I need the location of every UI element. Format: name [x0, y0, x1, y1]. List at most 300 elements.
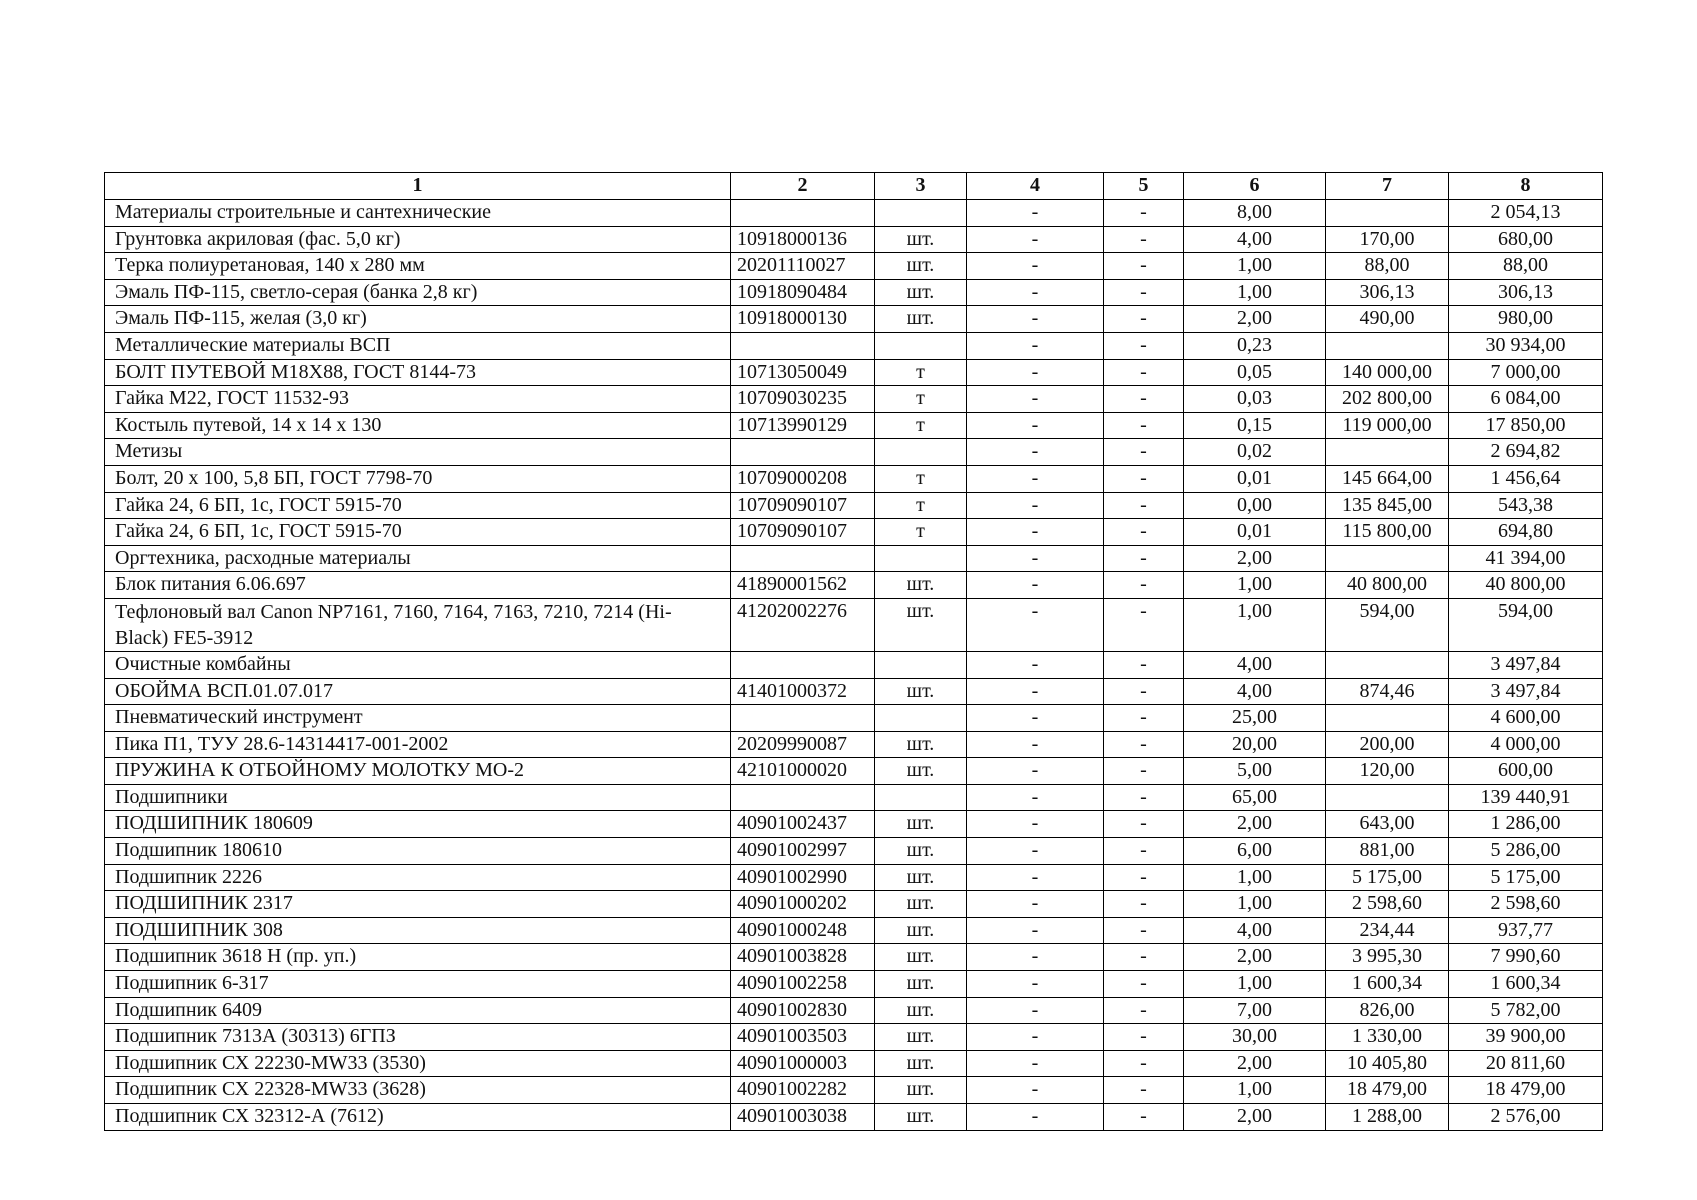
table-row [105, 971, 1603, 998]
unit-cell [875, 545, 967, 572]
table-row [105, 651, 1603, 678]
item-code-cell [731, 705, 875, 732]
item-name-cell: Подшипник 180610 [105, 838, 731, 865]
col5-cell: - [1104, 1024, 1184, 1051]
quantity-cell: 7,00 [1184, 997, 1326, 1024]
price-cell: 881,00 [1326, 838, 1449, 865]
unit-cell: шт. [875, 1104, 967, 1131]
unit-cell: т [875, 359, 967, 386]
item-name-cell: Подшипник 2226 [105, 864, 731, 891]
unit-cell: шт. [875, 917, 967, 944]
price-cell [1326, 332, 1449, 359]
item-name-cell: Метизы [105, 439, 731, 466]
price-cell: 826,00 [1326, 997, 1449, 1024]
sum-cell: 980,00 [1449, 306, 1603, 333]
item-name-cell: ПОДШИПНИК 308 [105, 917, 731, 944]
item-name-cell: Пневматический инструмент [105, 705, 731, 732]
quantity-cell: 2,00 [1184, 1104, 1326, 1131]
sum-cell: 3 497,84 [1449, 651, 1603, 678]
item-code-cell: 10709000208 [731, 465, 875, 492]
unit-cell: шт. [875, 253, 967, 280]
sum-cell: 2 054,13 [1449, 200, 1603, 227]
item-code-cell: 40901002830 [731, 997, 875, 1024]
sum-cell: 7 990,60 [1449, 944, 1603, 971]
col4-cell: - [967, 465, 1104, 492]
table-row [105, 891, 1603, 918]
item-code-cell: 10918090484 [731, 279, 875, 306]
item-code-cell: 42101000020 [731, 758, 875, 785]
price-cell: 115 800,00 [1326, 519, 1449, 546]
item-name-cell: Пика П1, ТУУ 28.6-14314417-001-2002 [105, 731, 731, 758]
price-cell: 5 175,00 [1326, 864, 1449, 891]
col4-cell: - [967, 598, 1104, 651]
col5-cell: - [1104, 651, 1184, 678]
col5-cell: - [1104, 731, 1184, 758]
col5-cell: - [1104, 519, 1184, 546]
table-row [105, 1024, 1603, 1051]
sum-cell: 937,77 [1449, 917, 1603, 944]
item-name-cell: Эмаль ПФ-115, желая (3,0 кг) [105, 306, 731, 333]
table-row [105, 917, 1603, 944]
col4-cell: - [967, 1077, 1104, 1104]
unit-cell [875, 332, 967, 359]
unit-cell [875, 784, 967, 811]
col5-cell: - [1104, 705, 1184, 732]
price-cell: 140 000,00 [1326, 359, 1449, 386]
header-cell: 5 [1104, 173, 1184, 200]
quantity-cell: 1,00 [1184, 572, 1326, 599]
sum-cell: 2 694,82 [1449, 439, 1603, 466]
quantity-cell: 4,00 [1184, 651, 1326, 678]
item-code-cell: 40901000003 [731, 1050, 875, 1077]
col5-cell: - [1104, 439, 1184, 466]
table-row [105, 332, 1603, 359]
quantity-cell: 0,01 [1184, 465, 1326, 492]
col4-cell: - [967, 279, 1104, 306]
item-code-cell [731, 545, 875, 572]
price-cell: 120,00 [1326, 758, 1449, 785]
unit-cell: т [875, 386, 967, 413]
quantity-cell: 1,00 [1184, 864, 1326, 891]
item-code-cell: 40901003038 [731, 1104, 875, 1131]
quantity-cell: 65,00 [1184, 784, 1326, 811]
item-name-cell: ОБОЙМА ВСП.01.07.017 [105, 678, 731, 705]
col5-cell: - [1104, 1077, 1184, 1104]
table-row [105, 997, 1603, 1024]
col4-cell: - [967, 439, 1104, 466]
sum-cell: 543,38 [1449, 492, 1603, 519]
col4-cell: - [967, 917, 1104, 944]
sum-cell: 30 934,00 [1449, 332, 1603, 359]
item-name-cell: Костыль путевой, 14 х 14 х 130 [105, 412, 731, 439]
price-cell [1326, 439, 1449, 466]
price-cell [1326, 784, 1449, 811]
item-code-cell: 41890001562 [731, 572, 875, 599]
price-cell: 2 598,60 [1326, 891, 1449, 918]
table-row [105, 811, 1603, 838]
item-code-cell: 40901002258 [731, 971, 875, 998]
sum-cell: 5 286,00 [1449, 838, 1603, 865]
table-row [105, 731, 1603, 758]
col5-cell: - [1104, 944, 1184, 971]
unit-cell: т [875, 519, 967, 546]
col4-cell: - [967, 359, 1104, 386]
unit-cell: шт. [875, 864, 967, 891]
col5-cell: - [1104, 359, 1184, 386]
col4-cell: - [967, 492, 1104, 519]
table-row [105, 492, 1603, 519]
col5-cell: - [1104, 864, 1184, 891]
item-code-cell: 10709090107 [731, 519, 875, 546]
col4-cell: - [967, 306, 1104, 333]
item-name-cell: Металлические материалы ВСП [105, 332, 731, 359]
quantity-cell: 1,00 [1184, 279, 1326, 306]
quantity-cell: 1,00 [1184, 1077, 1326, 1104]
col5-cell: - [1104, 811, 1184, 838]
col4-cell: - [967, 386, 1104, 413]
col5-cell: - [1104, 838, 1184, 865]
price-cell [1326, 545, 1449, 572]
item-name-cell: Подшипник СХ 32312-А (7612) [105, 1104, 731, 1131]
item-code-cell: 41202002276 [731, 598, 875, 651]
sum-cell: 694,80 [1449, 519, 1603, 546]
item-name-cell: Подшипник 6-317 [105, 971, 731, 998]
sum-cell: 7 000,00 [1449, 359, 1603, 386]
col4-cell: - [967, 412, 1104, 439]
col5-cell: - [1104, 200, 1184, 227]
table-row [105, 838, 1603, 865]
item-name-cell: Подшипник СХ 22230-MW33 (3530) [105, 1050, 731, 1077]
item-code-cell: 10713050049 [731, 359, 875, 386]
price-cell: 40 800,00 [1326, 572, 1449, 599]
col5-cell: - [1104, 997, 1184, 1024]
quantity-cell: 2,00 [1184, 811, 1326, 838]
sum-cell: 20 811,60 [1449, 1050, 1603, 1077]
item-name-cell: Очистные комбайны [105, 651, 731, 678]
table-row [105, 545, 1603, 572]
item-code-cell: 40901003828 [731, 944, 875, 971]
col5-cell: - [1104, 386, 1184, 413]
item-name-cell: Подшипник СХ 22328-MW33 (3628) [105, 1077, 731, 1104]
quantity-cell: 0,23 [1184, 332, 1326, 359]
header-row [105, 173, 1603, 200]
col5-cell: - [1104, 1104, 1184, 1131]
item-name-cell: Грунтовка акриловая (фас. 5,0 кг) [105, 226, 731, 253]
item-name-cell: Блок питания 6.06.697 [105, 572, 731, 599]
price-cell: 594,00 [1326, 598, 1449, 651]
item-name-cell: ПОДШИПНИК 2317 [105, 891, 731, 918]
price-cell: 200,00 [1326, 731, 1449, 758]
unit-cell [875, 651, 967, 678]
table-row [105, 944, 1603, 971]
price-cell: 10 405,80 [1326, 1050, 1449, 1077]
table-row [105, 465, 1603, 492]
table-row [105, 1077, 1603, 1104]
header-cell: 3 [875, 173, 967, 200]
item-code-cell: 10918000130 [731, 306, 875, 333]
price-cell: 135 845,00 [1326, 492, 1449, 519]
sum-cell: 3 497,84 [1449, 678, 1603, 705]
col5-cell: - [1104, 226, 1184, 253]
table-row [105, 306, 1603, 333]
unit-cell: т [875, 465, 967, 492]
col5-cell: - [1104, 306, 1184, 333]
col4-cell: - [967, 731, 1104, 758]
col4-cell: - [967, 997, 1104, 1024]
table-row [105, 200, 1603, 227]
unit-cell: шт. [875, 1077, 967, 1104]
col5-cell: - [1104, 279, 1184, 306]
item-code-cell [731, 200, 875, 227]
col4-cell: - [967, 864, 1104, 891]
price-cell: 874,46 [1326, 678, 1449, 705]
col4-cell: - [967, 758, 1104, 785]
item-name-cell: Подшипник 3618 Н (пр. уп.) [105, 944, 731, 971]
unit-cell: шт. [875, 997, 967, 1024]
table-row [105, 784, 1603, 811]
table-row [105, 412, 1603, 439]
quantity-cell: 6,00 [1184, 838, 1326, 865]
col4-cell: - [967, 253, 1104, 280]
sum-cell: 1 286,00 [1449, 811, 1603, 838]
table-row [105, 279, 1603, 306]
unit-cell [875, 200, 967, 227]
sum-cell: 2 576,00 [1449, 1104, 1603, 1131]
table-row [105, 226, 1603, 253]
item-name-cell: Подшипник 7313А (30313) 6ГПЗ [105, 1024, 731, 1051]
sum-cell: 1 456,64 [1449, 465, 1603, 492]
item-name-cell: Подшипники [105, 784, 731, 811]
item-code-cell: 40901000248 [731, 917, 875, 944]
quantity-cell: 4,00 [1184, 226, 1326, 253]
col5-cell: - [1104, 465, 1184, 492]
sum-cell: 88,00 [1449, 253, 1603, 280]
unit-cell: шт. [875, 811, 967, 838]
price-cell: 88,00 [1326, 253, 1449, 280]
quantity-cell: 1,00 [1184, 598, 1326, 651]
quantity-cell: 20,00 [1184, 731, 1326, 758]
unit-cell: шт. [875, 758, 967, 785]
unit-cell: шт. [875, 944, 967, 971]
col5-cell: - [1104, 332, 1184, 359]
item-code-cell: 40901002437 [731, 811, 875, 838]
sum-cell: 4 000,00 [1449, 731, 1603, 758]
quantity-cell: 4,00 [1184, 917, 1326, 944]
item-name-cell: Оргтехника, расходные материалы [105, 545, 731, 572]
quantity-cell: 2,00 [1184, 944, 1326, 971]
quantity-cell: 2,00 [1184, 1050, 1326, 1077]
table-row [105, 598, 1603, 651]
quantity-cell: 0,15 [1184, 412, 1326, 439]
sum-cell: 41 394,00 [1449, 545, 1603, 572]
price-cell: 1 600,34 [1326, 971, 1449, 998]
table-row [105, 359, 1603, 386]
table-row [105, 253, 1603, 280]
item-code-cell [731, 784, 875, 811]
col4-cell: - [967, 891, 1104, 918]
header-cell: 1 [105, 173, 731, 200]
item-name-cell: Терка полиуретановая, 140 х 280 мм [105, 253, 731, 280]
price-cell: 1 330,00 [1326, 1024, 1449, 1051]
item-name-cell: Гайка М22, ГОСТ 11532-93 [105, 386, 731, 413]
unit-cell: шт. [875, 306, 967, 333]
col5-cell: - [1104, 412, 1184, 439]
sum-cell: 4 600,00 [1449, 705, 1603, 732]
quantity-cell: 1,00 [1184, 253, 1326, 280]
col5-cell: - [1104, 492, 1184, 519]
table-row [105, 1104, 1603, 1131]
unit-cell: шт. [875, 891, 967, 918]
col5-cell: - [1104, 1050, 1184, 1077]
col4-cell: - [967, 705, 1104, 732]
table-row [105, 678, 1603, 705]
item-code-cell: 40901002282 [731, 1077, 875, 1104]
col4-cell: - [967, 971, 1104, 998]
header-cell: 7 [1326, 173, 1449, 200]
item-code-cell [731, 332, 875, 359]
sum-cell: 5 782,00 [1449, 997, 1603, 1024]
col5-cell: - [1104, 678, 1184, 705]
col4-cell: - [967, 838, 1104, 865]
sum-cell: 139 440,91 [1449, 784, 1603, 811]
col4-cell: - [967, 784, 1104, 811]
unit-cell: шт. [875, 226, 967, 253]
item-code-cell: 40901002997 [731, 838, 875, 865]
price-cell: 3 995,30 [1326, 944, 1449, 971]
item-code-cell: 10709090107 [731, 492, 875, 519]
header-cell: 8 [1449, 173, 1603, 200]
col5-cell: - [1104, 598, 1184, 651]
item-code-cell [731, 651, 875, 678]
sum-cell: 680,00 [1449, 226, 1603, 253]
price-cell: 18 479,00 [1326, 1077, 1449, 1104]
table-row [105, 439, 1603, 466]
price-cell: 145 664,00 [1326, 465, 1449, 492]
price-cell: 490,00 [1326, 306, 1449, 333]
header-cell: 6 [1184, 173, 1326, 200]
table-row [105, 572, 1603, 599]
unit-cell: т [875, 492, 967, 519]
col5-cell: - [1104, 891, 1184, 918]
quantity-cell: 1,00 [1184, 971, 1326, 998]
sum-cell: 40 800,00 [1449, 572, 1603, 599]
quantity-cell: 8,00 [1184, 200, 1326, 227]
quantity-cell: 1,00 [1184, 891, 1326, 918]
col4-cell: - [967, 332, 1104, 359]
sum-cell: 600,00 [1449, 758, 1603, 785]
item-name-cell: БОЛТ ПУТЕВОЙ М18Х88, ГОСТ 8144-73 [105, 359, 731, 386]
item-code-cell: 10713990129 [731, 412, 875, 439]
price-cell: 119 000,00 [1326, 412, 1449, 439]
price-cell [1326, 651, 1449, 678]
col5-cell: - [1104, 253, 1184, 280]
table-row [105, 386, 1603, 413]
col4-cell: - [967, 226, 1104, 253]
item-name-cell: Тефлоновый вал Canon NP7161, 7160, 7164, 7163, 7210, 7214 (Hi-Black) FE5-3912 [105, 598, 731, 651]
col4-cell: - [967, 651, 1104, 678]
sum-cell: 17 850,00 [1449, 412, 1603, 439]
price-cell: 1 288,00 [1326, 1104, 1449, 1131]
quantity-cell: 25,00 [1184, 705, 1326, 732]
unit-cell [875, 439, 967, 466]
table-body [105, 173, 1603, 1131]
quantity-cell: 2,00 [1184, 306, 1326, 333]
col4-cell: - [967, 678, 1104, 705]
col5-cell: - [1104, 917, 1184, 944]
item-code-cell: 40901000202 [731, 891, 875, 918]
item-name-cell: Гайка 24, 6 БП, 1с, ГОСТ 5915-70 [105, 492, 731, 519]
item-name-cell: ПРУЖИНА К ОТБОЙНОМУ МОЛОТКУ МО-2 [105, 758, 731, 785]
price-cell: 170,00 [1326, 226, 1449, 253]
price-cell [1326, 705, 1449, 732]
item-name-cell: Болт, 20 х 100, 5,8 БП, ГОСТ 7798-70 [105, 465, 731, 492]
col4-cell: - [967, 1104, 1104, 1131]
col4-cell: - [967, 200, 1104, 227]
col4-cell: - [967, 545, 1104, 572]
unit-cell: шт. [875, 598, 967, 651]
sum-cell: 2 598,60 [1449, 891, 1603, 918]
item-code-cell: 10918000136 [731, 226, 875, 253]
sum-cell: 594,00 [1449, 598, 1603, 651]
quantity-cell: 2,00 [1184, 545, 1326, 572]
price-cell: 306,13 [1326, 279, 1449, 306]
item-name-cell: Подшипник 6409 [105, 997, 731, 1024]
unit-cell: шт. [875, 572, 967, 599]
col4-cell: - [967, 519, 1104, 546]
table-row [105, 864, 1603, 891]
col4-cell: - [967, 944, 1104, 971]
col4-cell: - [967, 811, 1104, 838]
item-name-cell: Материалы строительные и сантехнические [105, 200, 731, 227]
item-code-cell: 41401000372 [731, 678, 875, 705]
col4-cell: - [967, 1024, 1104, 1051]
unit-cell: шт. [875, 838, 967, 865]
sum-cell: 6 084,00 [1449, 386, 1603, 413]
unit-cell: шт. [875, 971, 967, 998]
unit-cell: т [875, 412, 967, 439]
col4-cell: - [967, 572, 1104, 599]
header-cell: 2 [731, 173, 875, 200]
table-row [105, 519, 1603, 546]
price-cell: 643,00 [1326, 811, 1449, 838]
sum-cell: 39 900,00 [1449, 1024, 1603, 1051]
col5-cell: - [1104, 545, 1184, 572]
table-row [105, 1050, 1603, 1077]
materials-table [104, 172, 1603, 1131]
item-name-cell: Гайка 24, 6 БП, 1с, ГОСТ 5915-70 [105, 519, 731, 546]
item-name-cell: ПОДШИПНИК 180609 [105, 811, 731, 838]
item-code-cell [731, 439, 875, 466]
item-code-cell: 20209990087 [731, 731, 875, 758]
price-cell [1326, 200, 1449, 227]
unit-cell [875, 705, 967, 732]
col4-cell: - [967, 1050, 1104, 1077]
unit-cell: шт. [875, 1024, 967, 1051]
sum-cell: 5 175,00 [1449, 864, 1603, 891]
item-code-cell: 40901002990 [731, 864, 875, 891]
sum-cell: 1 600,34 [1449, 971, 1603, 998]
quantity-cell: 30,00 [1184, 1024, 1326, 1051]
unit-cell: шт. [875, 678, 967, 705]
item-code-cell: 20201110027 [731, 253, 875, 280]
col5-cell: - [1104, 758, 1184, 785]
quantity-cell: 0,02 [1184, 439, 1326, 466]
quantity-cell: 0,05 [1184, 359, 1326, 386]
col5-cell: - [1104, 572, 1184, 599]
item-code-cell: 10709030235 [731, 386, 875, 413]
item-name-cell: Эмаль ПФ-115, светло-серая (банка 2,8 кг) [105, 279, 731, 306]
price-cell: 202 800,00 [1326, 386, 1449, 413]
